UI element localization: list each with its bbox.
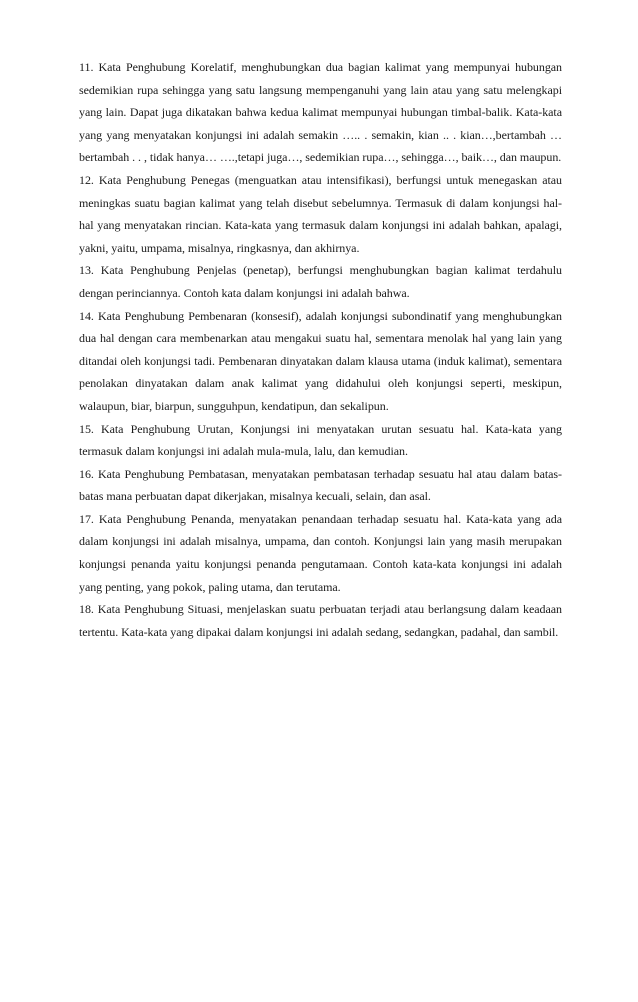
paragraph-13: 13. Kata Penghubung Penjelas (penetap), berfungsi menghubungkan bagian kalimat terdahulu dengan perinciannya. Contoh kata dalam konjungsi ini adalah bahwa. — [79, 263, 562, 300]
paragraph-18: 18. Kata Penghubung Situasi, menjelaskan suatu perbuatan terjadi atau berlangsung dalam keadaan tertentu. Kata-kata yang dipakai dalam konjungsi ini adalah sedang, sedangkan, padahal, dan sambil. — [79, 602, 562, 639]
paragraph-17: 17. Kata Penghubung Penanda, menyatakan penandaan terhadap sesuatu hal. Kata-kata yang ada dalam konjungsi ini adalah misalnya, umpama, dan contoh. Konjungsi lain yang masih merupakan konjungsi penanda yaitu konjungsi penanda pengutamaan. Contoh kata-kata konjungsi ini adalah yang penting, yang pokok, paling utama, dan terutama. — [79, 511, 562, 594]
paragraph-11: 11. Kata Penghubung Korelatif, menghubungkan dua bagian kalimat yang mempunyai hubungan sedemikian rupa sehingga yang satu langsung mempenganuhi yang lain atau yang satu melengkapi yang lain. Dapat juga dikatakan bahwa kedua kalimat mempunyai hubungan timbal-balik. Kata-kata yang yang menyatakan konjungsi ini adalah semakin ….. . semakin, kian .. . kian…,bertambah … bertambah . . , tidak hanya… ….,tetapi juga…, sedemikian rupa…, sehingga…, baik…, dan maupun. — [79, 60, 562, 165]
paragraph-12: 12. Kata Penghubung Penegas (menguatkan atau intensifikasi), berfungsi untuk menegaskan atau meningkas suatu bagian kalimat yang telah disebut sebelumnya. Termasuk di dalam konjungsi hal-hal yang menyatakan rincian. Kata-kata yang termasuk dalam konjungsi ini adalah bahkan, apalagi, yakni, yaitu, umpama, misalnya, ringkasnya, dan akhirnya. — [79, 172, 562, 255]
document-body — [79, 56, 562, 643]
paragraph-16: 16. Kata Penghubung Pembatasan, menyatakan pembatasan terhadap sesuatu hal atau dalam batas-batas mana perbuatan dapat dikerjakan, misalnya kecuali, selain, dan asal. — [79, 466, 562, 504]
paragraph-14: 14. Kata Penghubung Pembenaran (konsesif), adalah konjungsi subondinatif yang menghubungkan dua hal dengan cara membenarkan atau mengakui suatu hal, sementara menolak hal yang lain yang ditandai oleh konjungsi tadi. Pembenaran dinyatakan dalam klausa utama (induk kalimat), sementara penolakan dinyatakan dalam anak kalimat yang didahului oleh konjungsi seperti, meskipun, walaupun, biar, biarpun, sungguhpun, kendatipun, dan sekalipun. — [79, 308, 562, 413]
paragraph-15: 15. Kata Penghubung Urutan, Konjungsi ini menyatakan urutan sesuatu hal. Kata-kata yang termasuk dalam konjungsi ini adalah mula-mula, lalu, dan kemudian. — [79, 421, 562, 459]
